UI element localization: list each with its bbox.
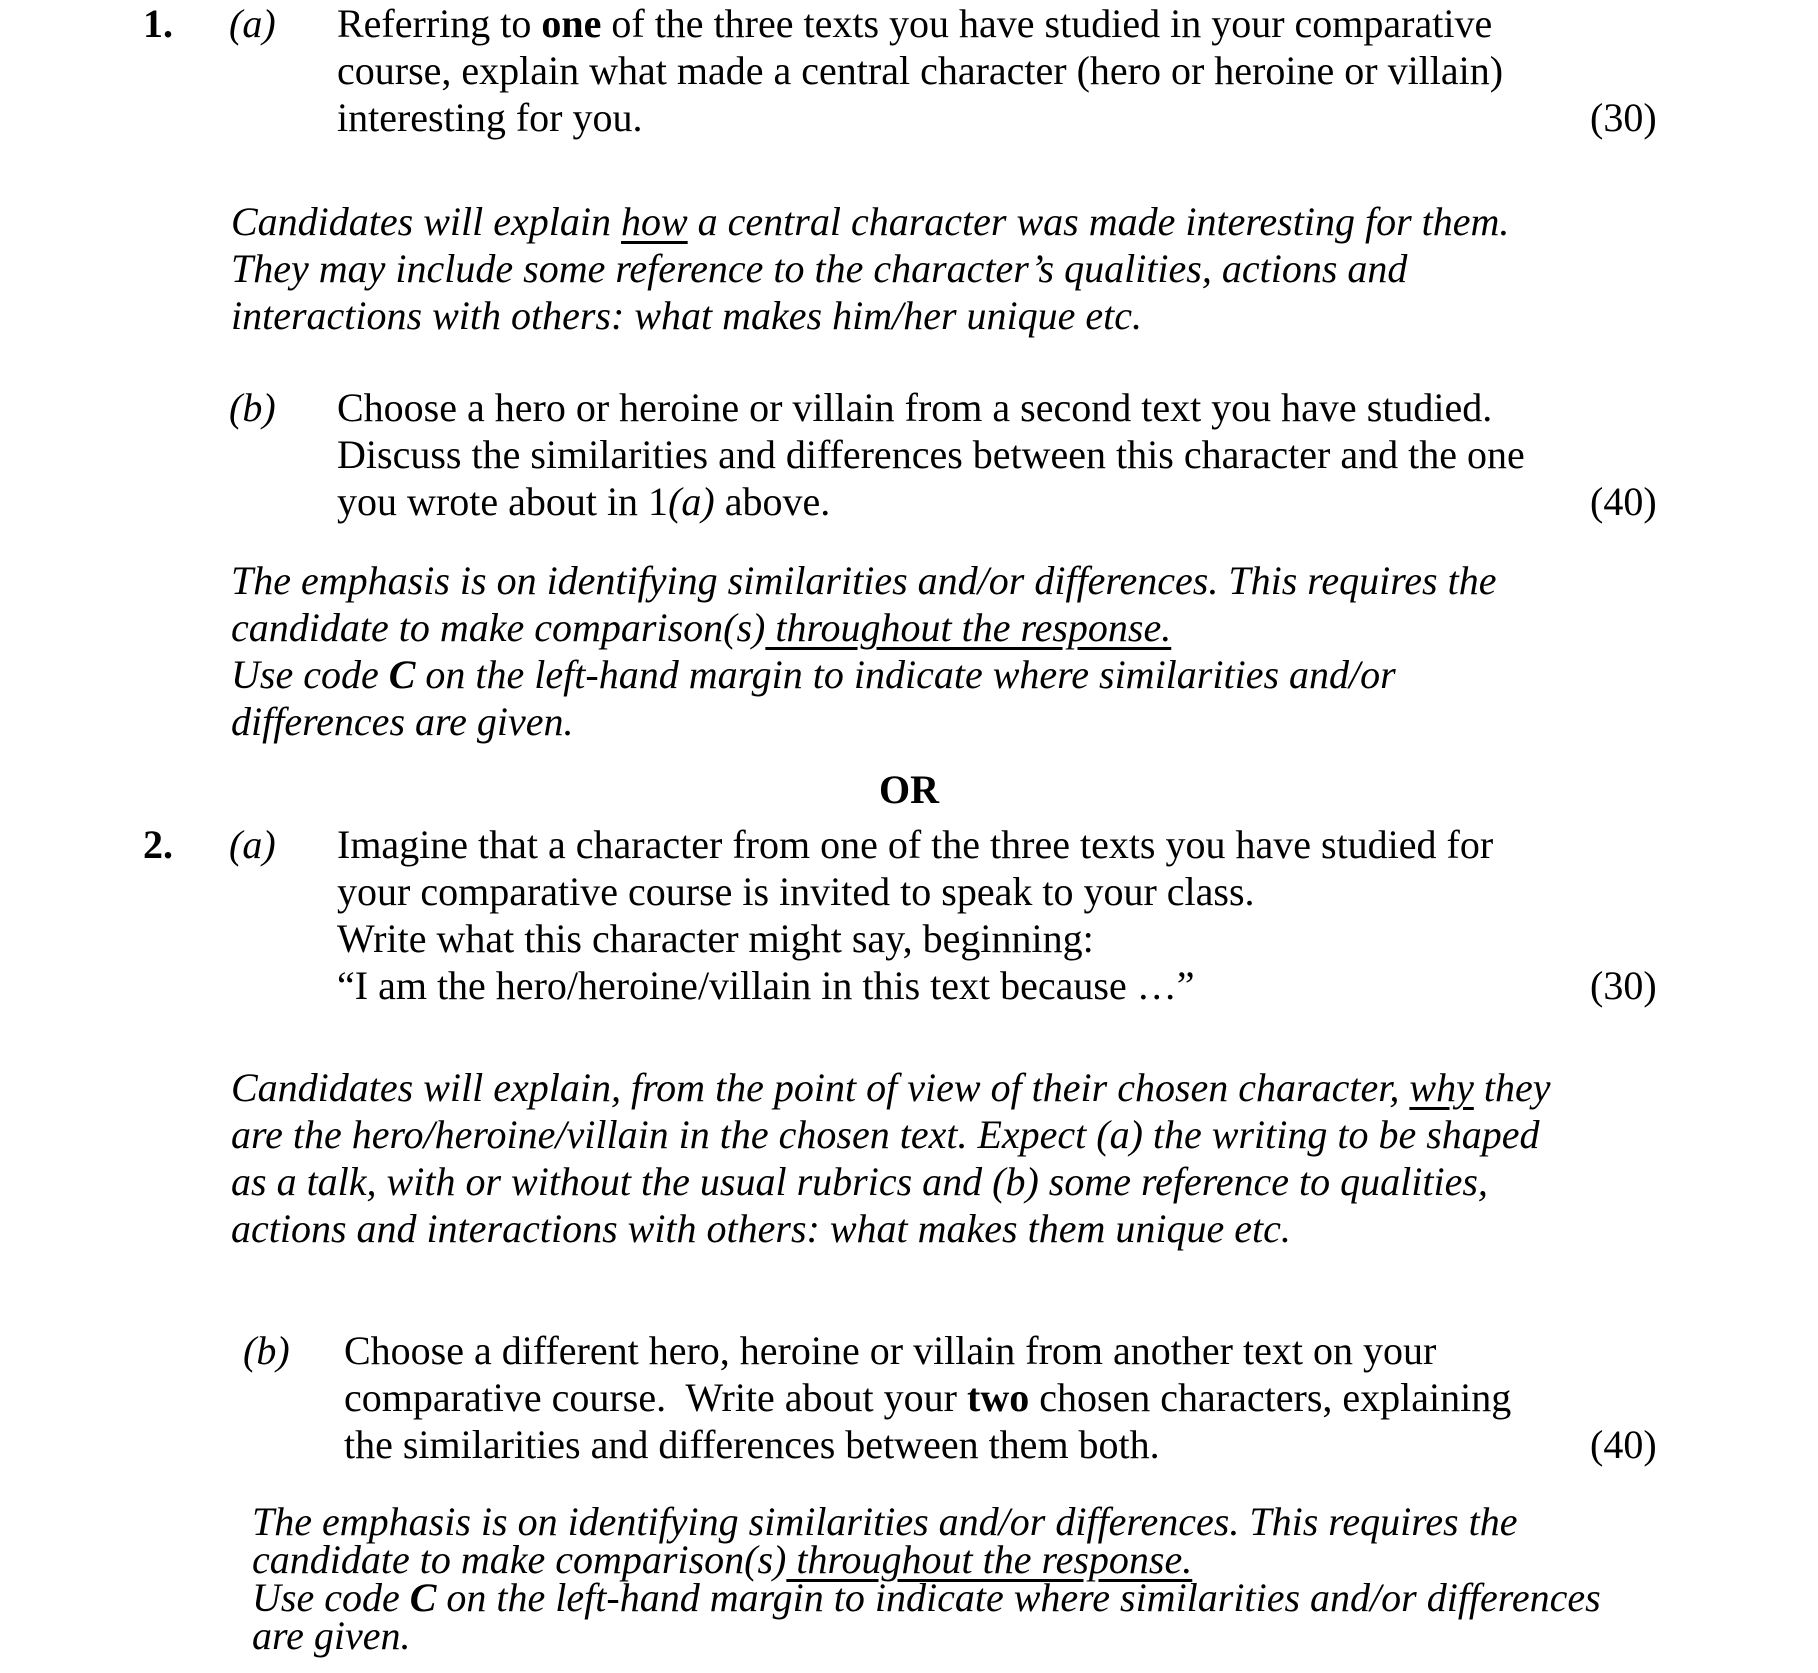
question-1a-label: (a) xyxy=(229,1,276,46)
examiner-note-2a xyxy=(0,1064,1818,1252)
question-1b-text: Choose a hero or heroine or villain from a second text you have studied. Discuss the similarities and differences between this character and the one you wrote about in 1(a) above. xyxy=(337,385,1525,524)
question-2b xyxy=(0,1327,1818,1468)
examiner-note-1a-text: Candidates will explain how a central character was made interesting for them. They may include some reference to the character’s qualities, actions and interactions with others: what makes him/her unique etc. xyxy=(231,199,1510,338)
examiner-note-1b xyxy=(0,557,1818,745)
examiner-note-1a xyxy=(0,198,1818,339)
question-2a xyxy=(0,821,1818,1009)
question-2a-marks: (30) xyxy=(1590,963,1657,1008)
examiner-note-1b-text: The emphasis is on identifying similarities and/or differences. This requires the candidate to make comparison(s) throughout the response. Use code C on the left-hand margin to indicate where similarities and/or differences are given. xyxy=(231,558,1497,744)
question-1a-marks: (30) xyxy=(1590,95,1657,140)
question-1b xyxy=(0,384,1818,525)
question-1b-label: (b) xyxy=(229,385,276,430)
question-2b-text: Choose a different hero, heroine or villain from another text on your comparative course. Write about your two chosen characters, explaining the similarities and differences between them both. xyxy=(344,1328,1512,1467)
question-2-number: 2. xyxy=(143,822,173,867)
question-1a-text: Referring to one of the three texts you have studied in your comparative course, explain what made a central character (hero or heroine or villain) interesting for you. xyxy=(337,1,1504,140)
question-1a xyxy=(0,0,1818,141)
question-2a-text: Imagine that a character from one of the three texts you have studied for your comparative course is invited to speak to your class. Write what this character might say, beginning: “I am the hero/heroine/villain in this text because …” xyxy=(337,822,1494,1008)
or-divider xyxy=(0,766,1818,812)
question-2b-marks: (40) xyxy=(1590,1422,1657,1467)
examiner-note-2b xyxy=(0,1499,1818,1658)
or-divider-label: OR xyxy=(879,767,939,812)
question-2b-label: (b) xyxy=(243,1328,290,1373)
question-2a-label: (a) xyxy=(229,822,276,867)
question-1-number: 1. xyxy=(143,1,173,46)
examiner-note-2a-text: Candidates will explain, from the point of view of their chosen character, why they are the hero/heroine/villain in the chosen text. Expect (a) the writing to be shaped as a talk, with or without the usual rubrics and (b) some reference to qualities, actions and interactions with others: what makes them unique etc. xyxy=(231,1065,1551,1251)
examiner-note-2b-text: The emphasis is on identifying similarities and/or differences. This requires the candidate to make comparison(s) throughout the response. Use code C on the left-hand margin to indicate where similarities and/or differences are given. xyxy=(252,1499,1601,1658)
question-1b-marks: (40) xyxy=(1590,479,1657,524)
